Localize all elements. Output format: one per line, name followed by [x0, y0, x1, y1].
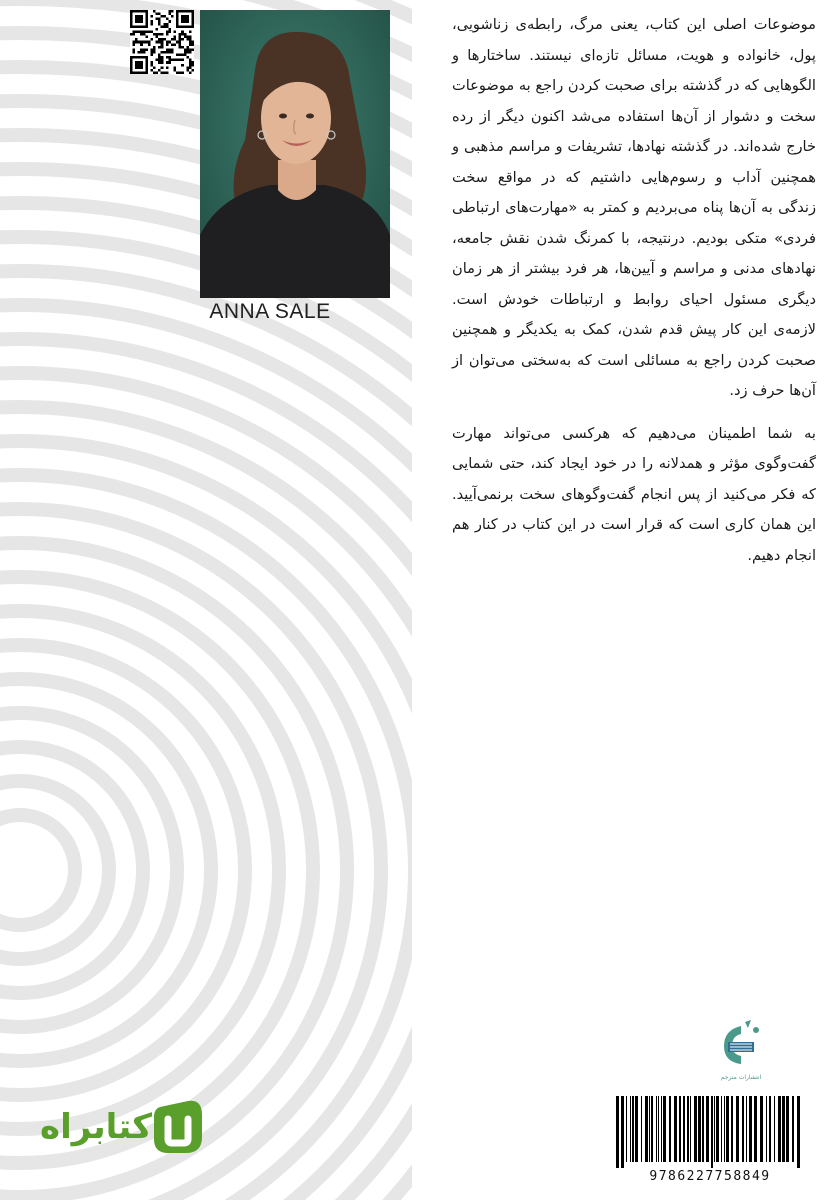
back-cover-text [452, 10, 816, 571]
body-paragraph-1: موضوعات اصلی این کتاب، یعنی مرگ، رابطه‌ی زناشویی، پول، خانواده و هویت، مسائل تازه‌ای نیستند. ساختارها و الگوهایی که در گذشته برای صحبت کردن راجع به موضوعات سخت و دشوار از آن‌ها استفاده می‌شد اکنون دیگر از رده خارج شده‌اند. در گذشته نهادها، تشریفات و مراسم مذهبی و همچنین آداب و رسوم‌هایی داشتیم که در مواقع سخت زندگی به آن‌ها پناه می‌بردیم و کمتر به «مهارت‌های ارتباطی فردی» متکی بودیم. درنتیجه، با کمرنگ شدن نقش جامعه، نهادهای مدنی و مراسم و آیین‌ها، هر فرد بیشتر از هر زمان دیگری مسئول احیای روابط و ارتباطات خودش است. لازمه‌ی این کار پیش قدم شدن، کمک به یکدیگر و همچنین صحبت کردن راجع به مسائلی است که به‌سختی می‌توان از آن‌ها حرف زد. [452, 16, 816, 399]
publisher-logo [712, 1020, 770, 1081]
author-photo [200, 10, 390, 298]
ketabrah-logo [40, 1095, 210, 1159]
body-paragraph-2: به شما اطمینان می‌دهیم که هرکسی می‌تواند مهارت گفت‌وگوی مؤثر و همدلانه را در خود ایجاد کند، حتی شمایی که فکر می‌کنید از پس انجام گفت‌وگوهای سخت برنمی‌آیید. این همان کاری است که قرار است در این کتاب در کنار هم انجام دهیم. [452, 424, 816, 564]
qr-code [130, 10, 194, 74]
isbn-barcode [610, 1096, 810, 1186]
author-name: ANNA SALE [209, 300, 331, 323]
publisher-emblem-icon [712, 1020, 770, 1068]
brand-leaf-icon [148, 1097, 208, 1157]
brand-name: کتابراه [40, 1107, 153, 1147]
isbn-number: 9786227758849 [649, 1169, 771, 1184]
publisher-caption: انتشارات مترجم [720, 1074, 762, 1081]
